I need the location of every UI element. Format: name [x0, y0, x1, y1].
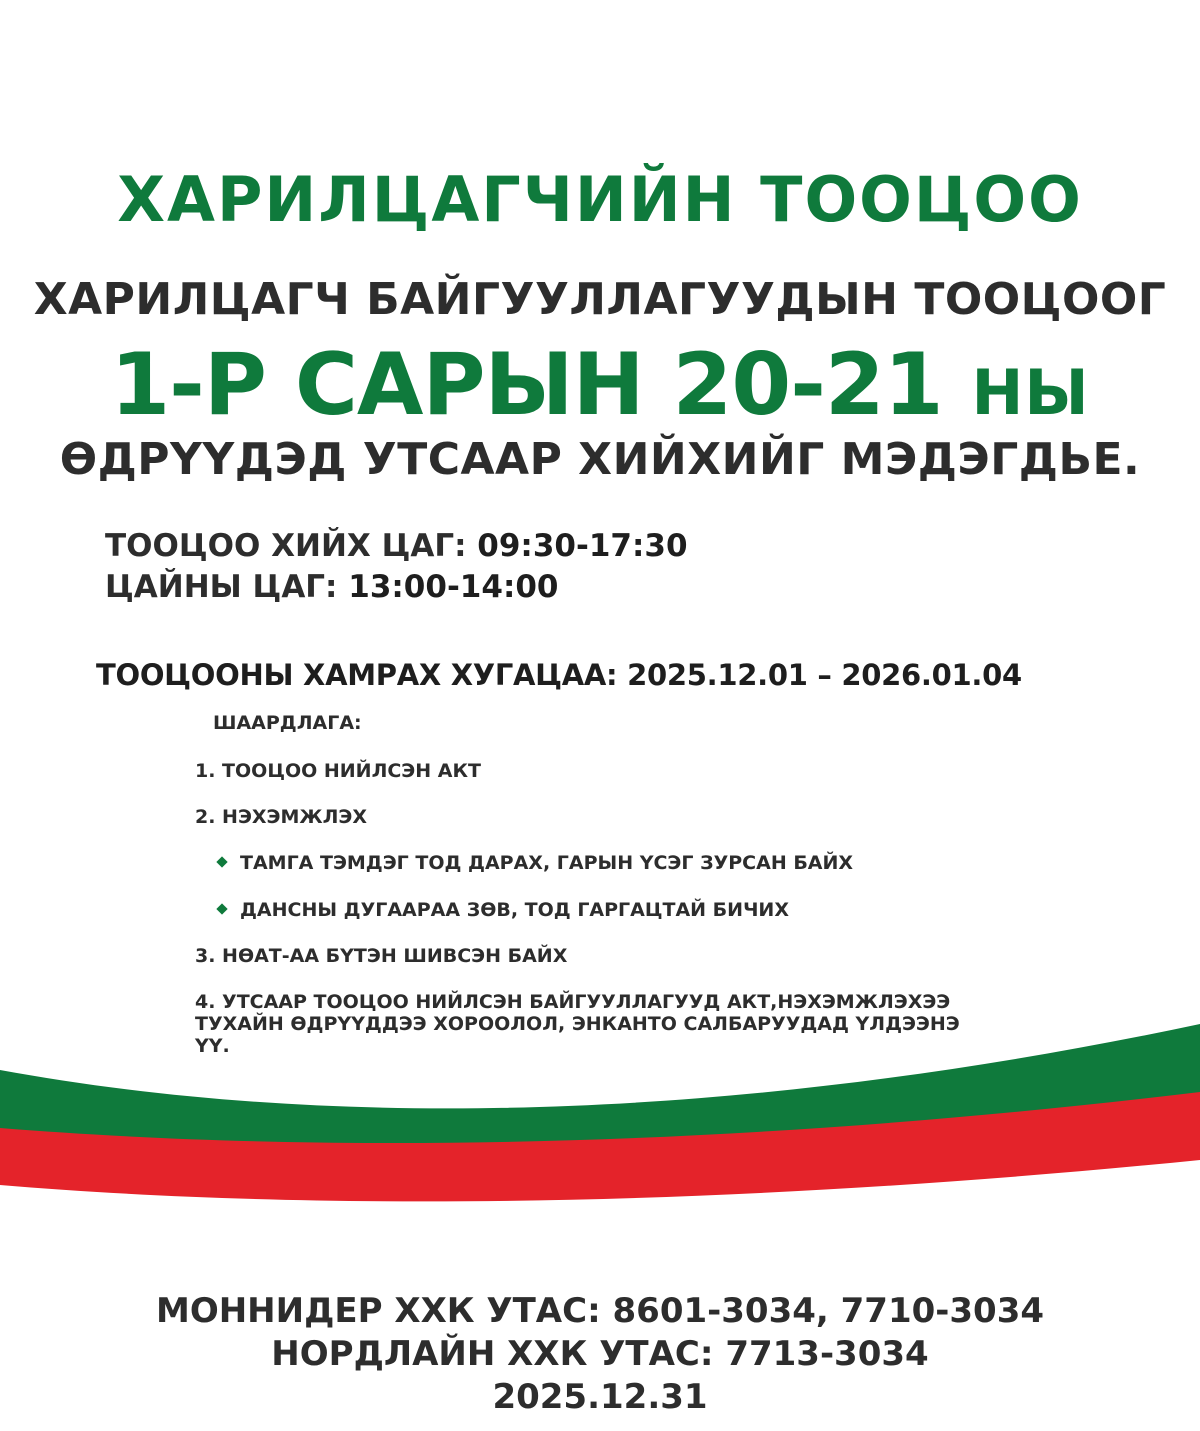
- coverage-period: ТООЦООНЫ ХАМРАХ ХУГАЦАА: 2025.12.01 – 2026.01.04: [96, 658, 1022, 692]
- contact-phone-2: НОРДЛАЙН ХХК УТАС: 7713-3034: [271, 1334, 929, 1374]
- requirement-bullet-1: [218, 851, 853, 875]
- requirement-bullet-1-text: ТАМГА ТЭМДЭГ ТОД ДАРАХ, ГАРЫН ҮСЭГ ЗУРСАН БАЙХ: [240, 852, 854, 874]
- page-title: ХАРИЛЦАГЧИЙН ТООЦОО: [117, 163, 1083, 236]
- decorative-wave: [0, 1000, 1200, 1220]
- requirement-bullet-2-text: ДАНСНЫ ДУГААРАА ЗӨВ, ТОД ГАРГАЦТАЙ БИЧИХ: [240, 899, 789, 921]
- notice-date: 2025.12.31: [492, 1377, 708, 1417]
- tea-break-value: 13:00-14:00: [348, 569, 559, 605]
- working-hours: [105, 526, 688, 566]
- announcement-line-1: ХАРИЛЦАГЧ БАЙГУУЛЛАГУУДЫН ТООЦООГ: [33, 274, 1167, 325]
- tea-break: [105, 567, 558, 607]
- contact-phone-1: МОННИДЕР ХХК УТАС: 8601-3034, 7710-3034: [155, 1291, 1045, 1331]
- requirement-item-1: 1. ТООЦОО НИЙЛСЭН АКТ: [195, 760, 481, 782]
- tea-break-label: ЦАЙНЫ ЦАГ:: [105, 569, 338, 605]
- announcement-dates-main: 1-Р САРЫН 20-21: [110, 335, 943, 435]
- diamond-bullet-icon: [216, 903, 227, 914]
- requirement-item-2: 2. НЭХЭМЖЛЭХ: [195, 806, 368, 828]
- requirements-heading: ШААРДЛАГА:: [213, 712, 362, 734]
- requirement-item-4: 4. УТСААР ТООЦОО НИЙЛСЭН БАЙГУУЛЛАГУУД АКТ,НЭХЭМЖЛЭХЭЭ ТУХАЙН ӨДРҮҮДДЭЭ ХОРООЛОЛ, ЭНКАНТО САЛБАРУУДАД ҮЛДЭЭНЭ ҮҮ.: [195, 991, 960, 1057]
- working-hours-label: ТООЦОО ХИЙХ ЦАГ:: [105, 528, 467, 564]
- working-hours-value: 09:30-17:30: [477, 528, 688, 564]
- diamond-bullet-icon: [216, 856, 227, 867]
- requirement-bullet-2: [218, 898, 789, 922]
- requirement-item-3: 3. НӨАТ-АА БҮТЭН ШИВСЭН БАЙХ: [195, 945, 568, 967]
- announcement-line-3: ӨДРҮҮДЭД УТСААР ХИЙХИЙГ МЭДЭГДЬЕ.: [59, 434, 1141, 485]
- announcement-dates-suffix: НЫ: [971, 356, 1090, 429]
